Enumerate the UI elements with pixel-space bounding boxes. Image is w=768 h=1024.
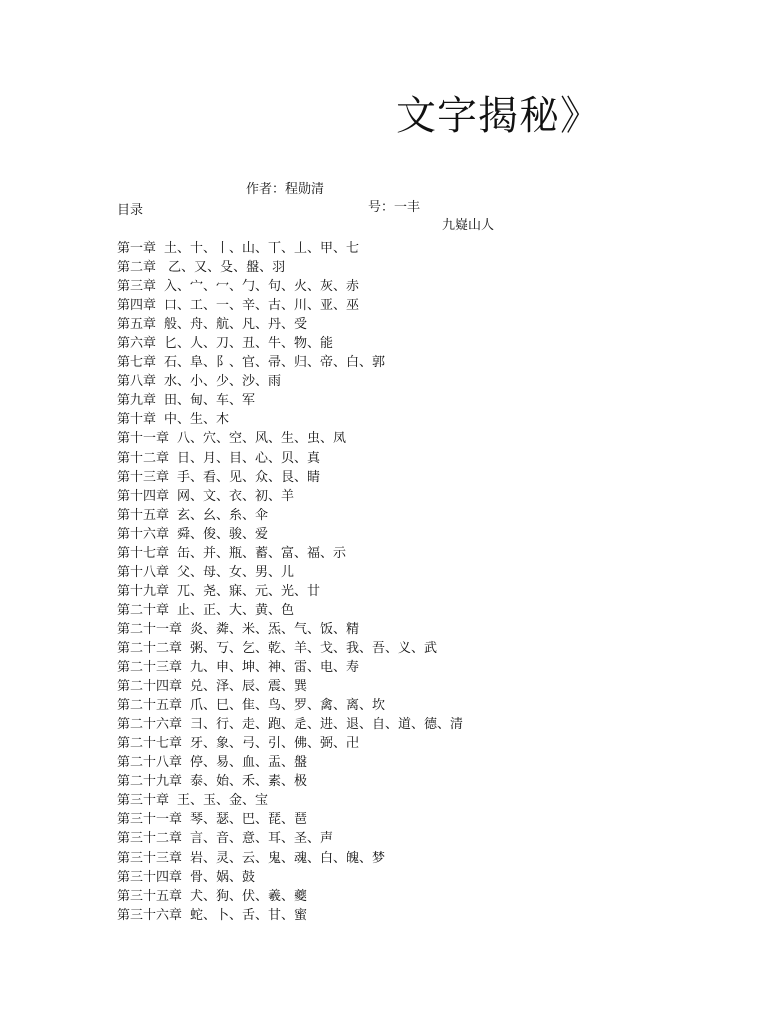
chapter-number: 第三十三章	[117, 850, 183, 866]
table-of-contents	[117, 239, 463, 925]
chapter-characters: 犬、狗、伏、羲、夔	[190, 888, 308, 904]
chapter-characters: 言、音、意、耳、圣、声	[190, 831, 334, 847]
toc-heading: 目录	[117, 203, 144, 218]
chapter-number: 第十八章	[117, 564, 170, 580]
chapter-number: 第十四章	[117, 488, 170, 504]
chapter-number: 第四章	[117, 298, 157, 314]
chapter-characters: 兀、尧、寐、元、光、廿	[177, 583, 321, 599]
chapter-characters: 网、文、衣、初、羊	[177, 488, 295, 504]
chapter-characters: 王、玉、金、宝	[177, 793, 269, 809]
chapter-number: 第十五章	[117, 507, 170, 523]
toc-entry	[117, 715, 463, 734]
toc-entry	[117, 658, 463, 677]
toc-entry	[117, 829, 463, 848]
chapter-number: 第三十六章	[117, 907, 183, 923]
chapter-number: 第九章	[117, 393, 157, 409]
chapter-number: 第十三章	[117, 469, 170, 485]
chapter-characters: 舜、俊、骏、爱	[177, 526, 269, 542]
chapter-characters: 石、阜、阝、官、帚、归、帝、白、郭	[164, 355, 386, 371]
toc-entry	[117, 849, 463, 868]
chapter-number: 第十七章	[117, 545, 170, 561]
toc-entry	[117, 372, 463, 391]
toc-entry	[117, 868, 463, 887]
author-line	[0, 163, 768, 235]
toc-entry	[117, 429, 463, 448]
document-title: 文字揭秘》	[396, 93, 601, 139]
toc-entry	[117, 563, 463, 582]
chapter-characters: 兑、泽、辰、震、巽	[190, 679, 308, 695]
chapter-number: 第二十三章	[117, 660, 183, 676]
chapter-number: 第一章	[117, 241, 157, 256]
chapter-number: 第二十章	[117, 602, 170, 618]
chapter-characters: 乙、又、殳、盤、羽	[164, 260, 286, 276]
author-hao: 号：一丰	[368, 200, 421, 215]
toc-entry	[117, 810, 463, 829]
toc-entry	[117, 391, 463, 410]
chapter-characters: 口、工、一、辛、古、川、亚、巫	[164, 298, 360, 314]
toc-entry	[117, 753, 463, 772]
chapter-number: 第二十二章	[117, 640, 183, 656]
toc-entry	[117, 734, 463, 753]
toc-entry	[117, 677, 463, 696]
toc-entry	[117, 696, 463, 715]
chapter-characters: 八、穴、空、风、生、虫、凤	[177, 431, 347, 447]
chapter-number: 第二十九章	[117, 774, 183, 790]
chapter-number: 第三十四章	[117, 869, 183, 885]
chapter-number: 第十六章	[117, 526, 170, 542]
toc-entry	[117, 601, 463, 620]
chapter-characters: 手、看、见、众、艮、睛	[177, 469, 321, 485]
toc-entry	[117, 506, 463, 525]
chapter-characters: 粥、丂、乞、乾、羊、戈、我、吾、义、武	[190, 640, 438, 656]
chapter-characters: 玄、幺、糸、伞	[177, 507, 269, 523]
chapter-characters: 骨、娲、鼓	[190, 869, 256, 885]
chapter-characters: 水、小、少、沙、雨	[164, 374, 282, 390]
chapter-number: 第六章	[117, 336, 157, 352]
chapter-characters: 岩、灵、云、鬼、魂、白、魄、梦	[190, 850, 386, 866]
toc-entry	[117, 791, 463, 810]
chapter-characters: 止、正、大、黄、色	[177, 602, 295, 618]
chapter-characters: 停、易、血、盂、盤	[190, 755, 308, 771]
chapter-number: 第二章	[117, 260, 157, 276]
toc-entry	[117, 315, 463, 334]
chapter-number: 第十九章	[117, 583, 170, 599]
chapter-characters: 入、宀、冖、勹、句、火、灰、赤	[164, 279, 360, 295]
chapter-number: 第八章	[117, 374, 157, 390]
chapter-characters: 爪、巳、隹、鸟、罗、禽、离、坎	[190, 698, 386, 714]
toc-entry	[117, 887, 463, 906]
chapter-characters: 蛇、卜、舌、甘、蜜	[190, 907, 308, 923]
toc-entry	[117, 296, 463, 315]
chapter-number: 第三十五章	[117, 888, 183, 904]
author-name: 作者：程勋清	[246, 182, 325, 197]
toc-entry	[117, 582, 463, 601]
chapter-number: 第十二章	[117, 450, 170, 466]
chapter-characters: 中、生、木	[164, 412, 230, 428]
chapter-characters: 土、十、丨、山、丅、丄、甲、七	[164, 241, 360, 256]
toc-entry	[117, 639, 463, 658]
toc-entry	[117, 239, 463, 258]
toc-entry	[117, 525, 463, 544]
chapter-characters: 田、甸、车、军	[164, 393, 256, 409]
toc-entry	[117, 449, 463, 468]
chapter-characters: 炎、粦、米、炁、气、饭、精	[190, 621, 360, 637]
author-alias: 九嶷山人	[442, 218, 495, 233]
toc-entry	[117, 772, 463, 791]
chapter-number: 第十章	[117, 412, 157, 428]
chapter-number: 第三十一章	[117, 812, 183, 828]
chapter-number: 第二十一章	[117, 621, 183, 637]
chapter-number: 第三十章	[117, 793, 170, 809]
chapter-characters: 琴、瑟、巴、琵、琶	[190, 812, 308, 828]
chapter-number: 第七章	[117, 355, 157, 371]
toc-entry	[117, 258, 463, 277]
toc-entry	[117, 410, 463, 429]
chapter-number: 第二十七章	[117, 736, 183, 752]
chapter-characters: 泰、始、禾、素、极	[190, 774, 308, 790]
chapter-number: 第十一章	[117, 431, 170, 447]
toc-entry	[117, 906, 463, 925]
toc-entry	[117, 544, 463, 563]
chapter-characters: 牙、象、弓、引、佛、弼、卍	[190, 736, 360, 752]
chapter-characters: 匕、人、刀、丑、牛、物、能	[164, 336, 334, 352]
chapter-number: 第二十六章	[117, 717, 183, 733]
toc-entry	[117, 353, 463, 372]
chapter-number: 第三章	[117, 279, 157, 295]
chapter-characters: 般、舟、航、凡、丹、受	[164, 317, 308, 333]
chapter-number: 第二十五章	[117, 698, 183, 714]
chapter-number: 第三十二章	[117, 831, 183, 847]
toc-entry	[117, 468, 463, 487]
chapter-number: 第五章	[117, 317, 157, 333]
toc-entry	[117, 487, 463, 506]
chapter-number: 第二十四章	[117, 679, 183, 695]
chapter-characters: 日、月、目、心、贝、真	[177, 450, 321, 466]
chapter-characters: 九、申、坤、神、雷、电、寿	[190, 660, 360, 676]
toc-entry	[117, 277, 463, 296]
chapter-number: 第二十八章	[117, 755, 183, 771]
chapter-characters: 彐、行、走、跑、辵、进、退、自、道、德、清	[190, 717, 464, 733]
chapter-characters: 缶、并、瓶、蓄、富、福、示	[177, 545, 347, 561]
toc-entry	[117, 334, 463, 353]
chapter-characters: 父、母、女、男、儿	[177, 564, 295, 580]
toc-entry	[117, 620, 463, 639]
